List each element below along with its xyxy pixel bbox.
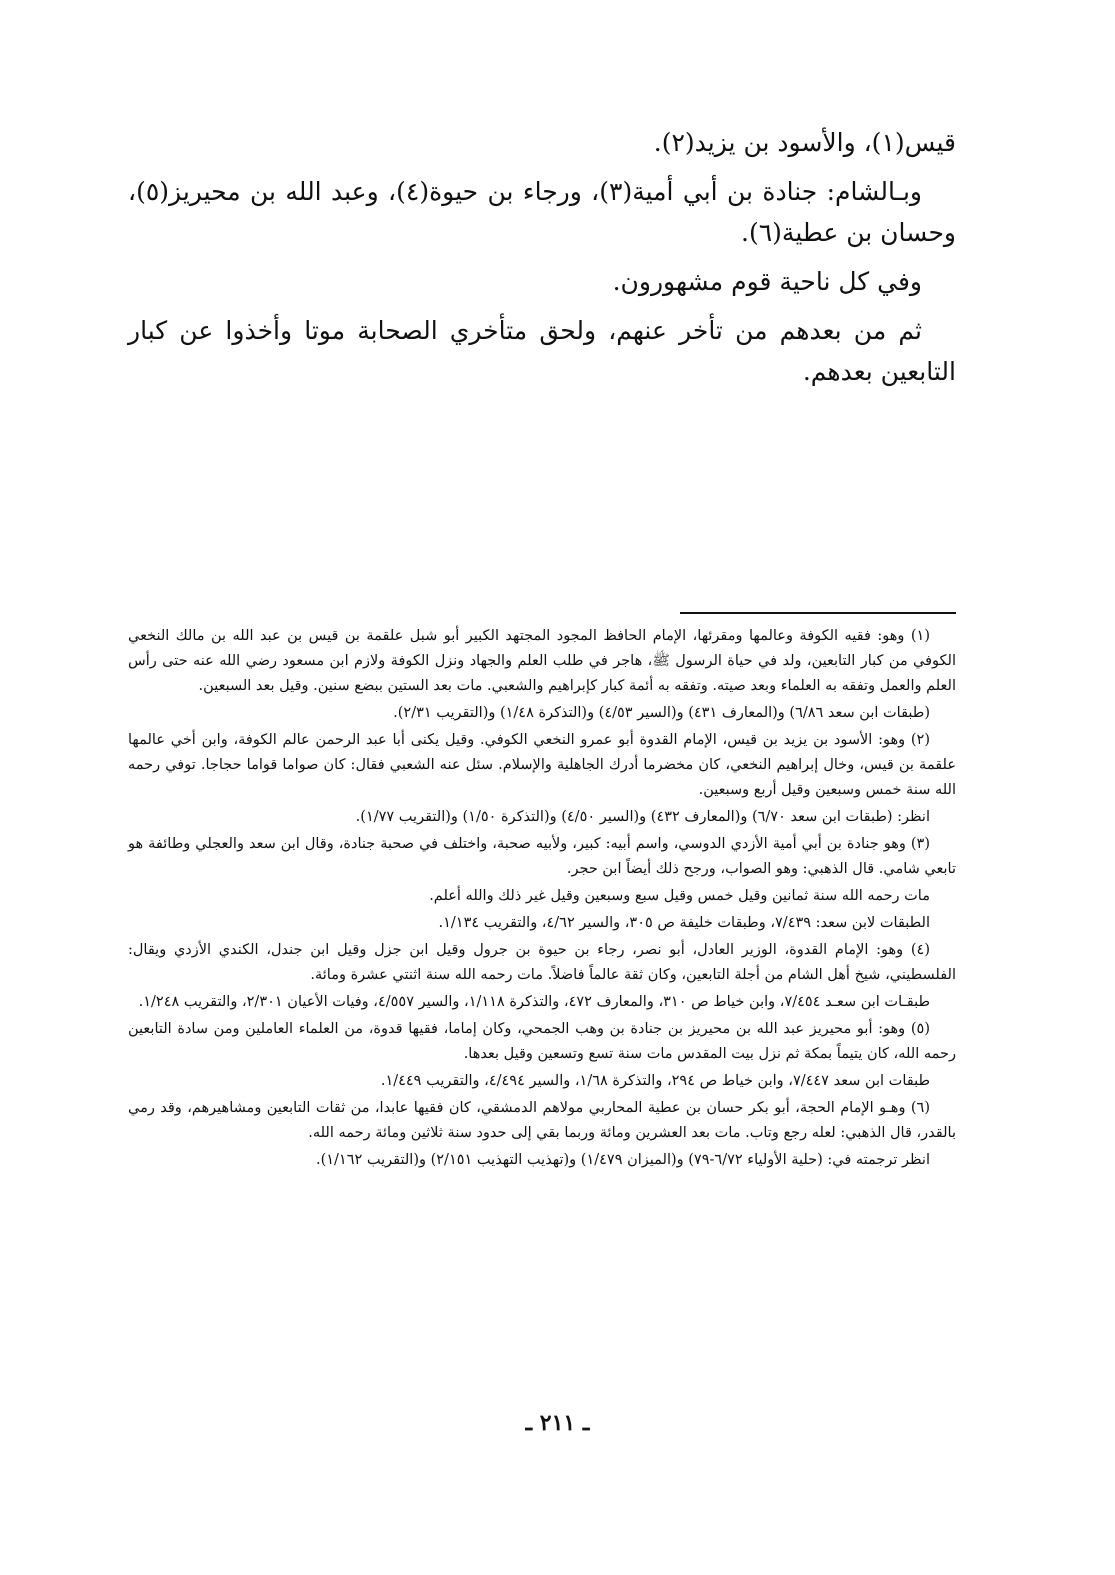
main-paragraph-2: وبـالشام: جنادة بن أبي أمية(٣)، ورجاء بن حيوة(٤)، وعبد الله بن محيريز(٥)، وحسان بن عطية(٦).	[128, 177, 956, 247]
main-text-block	[128, 122, 956, 400]
page-number: ـ ٢١١ ـ	[525, 1410, 590, 1436]
main-paragraph-4: ثم من بعدهم من تأخر عنهم، ولحق متأخري الصحابة موتا وأخذوا عن كبار التابعين بعدهم.	[128, 316, 956, 386]
main-paragraph-1: قيس(١)، والأسود بن يزيد(٢).	[653, 128, 956, 157]
footnote-3-death: مات رحمه الله سنة ثمانين وقيل خمس وقيل سبع وسبعين وقيل غير ذلك والله أعلم.	[429, 888, 930, 904]
footnote-6: (٦) وهـو الإمام الحجة، أبو بكر حسان بن عطية المحاربي مولاهم الدمشقي، كان فقيها عابدا، من ثقات التابعين ومشاهيرهم، وقد رمي بالقدر، قال الذهبي: لعله رجع وتاب. مات بعد العشرين ومائة وربما بقي إلى حدود سنة ثلاثين ومائة رحمه الله.	[128, 1100, 956, 1141]
footnote-5: (٥) وهو: أبو محيريز عبد الله بن محيريز بن جنادة بن وهب الجمحي، وكان إماما، فقيها قدوة، من العلماء العاملين ومن سادة التابعين رحمه الله، كان يتيماً بمكة ثم نزل بيت المقدس مات سنة تسع وتسعين وقيل بعدها.	[128, 1021, 956, 1062]
footnote-5-refs: طبقات ابن سعد ٧/٤٤٧، وابن خياط ص ٢٩٤، والتذكرة ١/٦٨، والسير ٤/٤٩٤، والتقريب ١/٤٤٩.	[380, 1073, 930, 1089]
footnotes-block	[128, 624, 956, 1175]
footnote-4-refs: طبقـات ابن سعـد ٧/٤٥٤، وابن خياط ص ٣١٠، والمعارف ٤٧٢، والتذكرة ١/١١٨، والسير ٤/٥٥٧، وفيات الأعيان ٢/٣٠١، والتقريب ١/٢٤٨.	[138, 994, 930, 1010]
footnote-2: (٢) وهو: الأسود بن يزيد بن قيس، الإمام القدوة أبو عمرو النخعي الكوفي. وقيل يكنى أبا عبد الرحمن عالم الكوفة، وابن أخي عالمها علقمة بن قيس، وخال إبراهيم النخعي، كان مخضرما أدرك الجاهلية والإسلام. سئل عنه الشعبي فقال: كان صواما قواما حجاجا. توفي رحمه الله سنة خمس وسبعين وقيل أربع وسبعين.	[128, 732, 956, 798]
main-paragraph-3: وفي كل ناحية قوم مشهورون.	[612, 267, 922, 296]
footnote-4: (٤) وهو: الإمام القدوة، الوزير العادل، أبو نصر، رجاء بن حيوة بن جرول وقيل ابن جزل وقيل ابن جندل، الكندي الأزدي ويقال: الفلسطيني، شيخ أهل الشام من أجلة التابعين، وكان ثقة عالماً فاضلاً. مات رحمه الله سنة اثنتي عشرة ومائة.	[128, 942, 956, 983]
footnote-1: (١) وهو: فقيه الكوفة وعالمها ومقرئها، الإمام الحافظ المجود المجتهد الكبير أبو شبل علقمة بن قيس بن عبد الله بن مالك النخعي الكوفي من كبار التابعين، ولد في حياة الرسول ﷺ، هاجر في طلب العلم والجهاد ونزل الكوفة ولازم ابن مسعود رضي الله عنه حتى رأس العلم والعمل وتفقه به العلماء وبعد صيته. وتفقه به أئمة كبار كإبراهيم والشعبي. مات بعد الستين ببضع سنين. وقيل بعد السبعين.	[128, 628, 956, 694]
footnote-divider	[680, 612, 956, 614]
footnote-6-refs: انظر ترجمته في: (حلية الأولياء ٦/٧٢-٧٩) و(الميزان ١/٤٧٩) و(تهذيب التهذيب ٢/١٥١) و(التقريب ١/١٦٢).	[315, 1152, 930, 1168]
footnote-3: (٣) وهو جنادة بن أبي أمية الأزدي الدوسي، واسم أبيه: كبير، ولأبيه صحبة، واختلف في صحبة جنادة، وقال ابن سعد والعجلي وطائفة هو تابعي شامي. قال الذهبي: وهو الصواب، ورجح ذلك أيضاً ابن حجر.	[128, 836, 956, 877]
footnote-2-refs: انظر: (طبقات ابن سعد ٦/٧٠) و(المعارف ٤٣٢) و(السير ٤/٥٠) و(التذكرة ١/٥٠) و(التقريب ١/٧٧).	[355, 809, 930, 825]
footnote-3-refs: الطبقات لابن سعد: ٧/٤٣٩، وطبقات خليفة ص ٣٠٥، والسير ٤/٦٢، والتقريب ١/١٣٤.	[438, 915, 930, 931]
footnote-1-refs: (طبقات ابن سعد ٦/٨٦) و(المعارف ٤٣١) و(السير ٤/٥٣) و(التذكرة ١/٤٨) و(التقريب ٢/٣١).	[393, 705, 930, 721]
